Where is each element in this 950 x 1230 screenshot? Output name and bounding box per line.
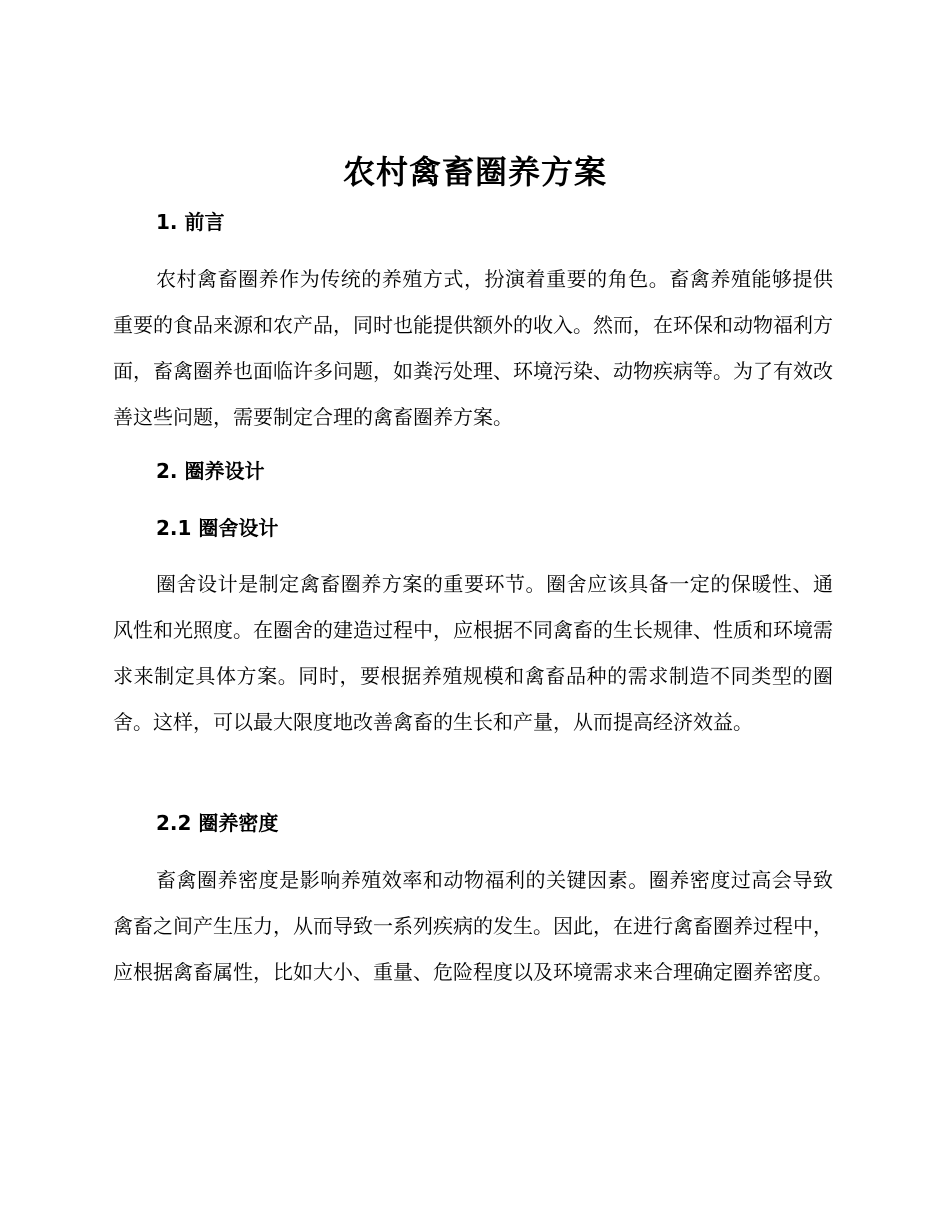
- paragraph-density: 畜禽圈养密度是影响养殖效率和动物福利的关键因素。圈养密度过高会导致禽畜之间产生压力，从而导致一系列疾病的发生。因此，在进行禽畜圈养过程中，应根据禽畜属性，比如大小、重量、危险程度以及环境需求来合理确定圈养密度。: [113, 868, 833, 984]
- paragraph-pen-design: 圈舍设计是制定禽畜圈养方案的重要环节。圈舍应该具备一定的保暖性、通风性和光照度。在圈舍的建造过程中，应根据不同禽畜的生长规律、性质和环境需求来制定具体方案。同时，要根据养殖规模和禽畜品种的需求制造不同类型的圈舍。这样，可以最大限度地改善禽畜的生长和产量，从而提高经济效益。: [113, 572, 833, 734]
- section-heading-design: 2. 圈养设计: [156, 459, 265, 483]
- section-heading-preface: 1. 前言: [156, 210, 225, 234]
- paragraph-preface: 农村禽畜圈养作为传统的养殖方式，扮演着重要的角色。畜禽养殖能够提供重要的食品来源和农产品，同时也能提供额外的收入。然而，在环保和动物福利方面，畜禽圈养也面临许多问题，如粪污处理、环境污染、动物疾病等。为了有效改善这些问题，需要制定合理的禽畜圈养方案。: [113, 267, 833, 429]
- document-title: 农村禽畜圈养方案: [342, 153, 607, 191]
- section-heading-density: 2.2 圈养密度: [156, 811, 279, 835]
- section-heading-pen-design: 2.1 圈舍设计: [156, 516, 279, 540]
